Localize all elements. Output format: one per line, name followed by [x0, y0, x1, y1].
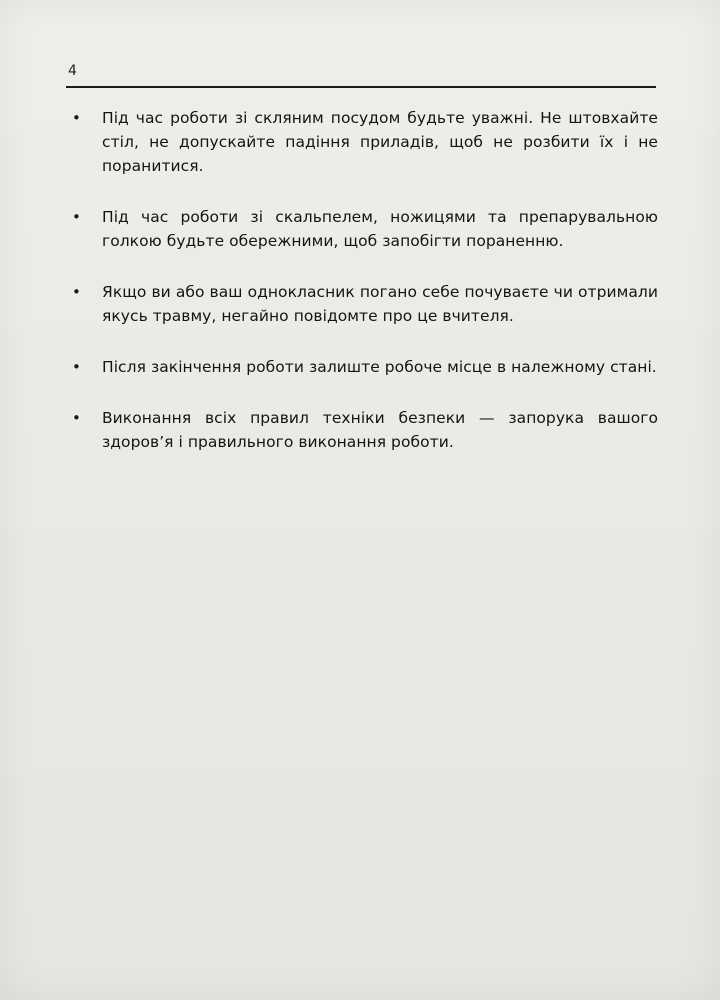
- list-item-text: Після закінчення роботи залиште робоче місце в належному стані.: [102, 358, 657, 376]
- page-number: 4: [68, 63, 77, 79]
- bullet-icon: •: [72, 358, 81, 376]
- list-item: [72, 406, 658, 454]
- list-item: [72, 280, 658, 328]
- list-item: [72, 106, 658, 178]
- list-item-text: Якщо ви або ваш однокласник погано себе почуваєте чи отримали якусь травму, негайно повідомте про це вчителя.: [102, 283, 658, 325]
- bullet-icon: •: [72, 283, 81, 301]
- list-item-text: Виконання всіх правил техніки безпеки — запорука вашого здоров’я і правильного виконання роботи.: [102, 409, 658, 451]
- header-rule: [66, 86, 656, 88]
- list-item-text: Під час роботи зі скальпелем, ножицями та препарувальною голкою будьте обережними, щоб запобігти пораненню.: [102, 208, 658, 250]
- bullet-icon: •: [72, 409, 81, 427]
- list-item-text: Під час роботи зі скляним посудом будьте уважні. Не штовхайте стіл, не допускайте падіння приладів, щоб не розбити їх і не поранитися.: [102, 109, 658, 175]
- safety-rules-list: [72, 106, 658, 481]
- bullet-icon: •: [72, 208, 81, 226]
- list-item: [72, 355, 658, 379]
- list-item: [72, 205, 658, 253]
- bullet-icon: •: [72, 109, 81, 127]
